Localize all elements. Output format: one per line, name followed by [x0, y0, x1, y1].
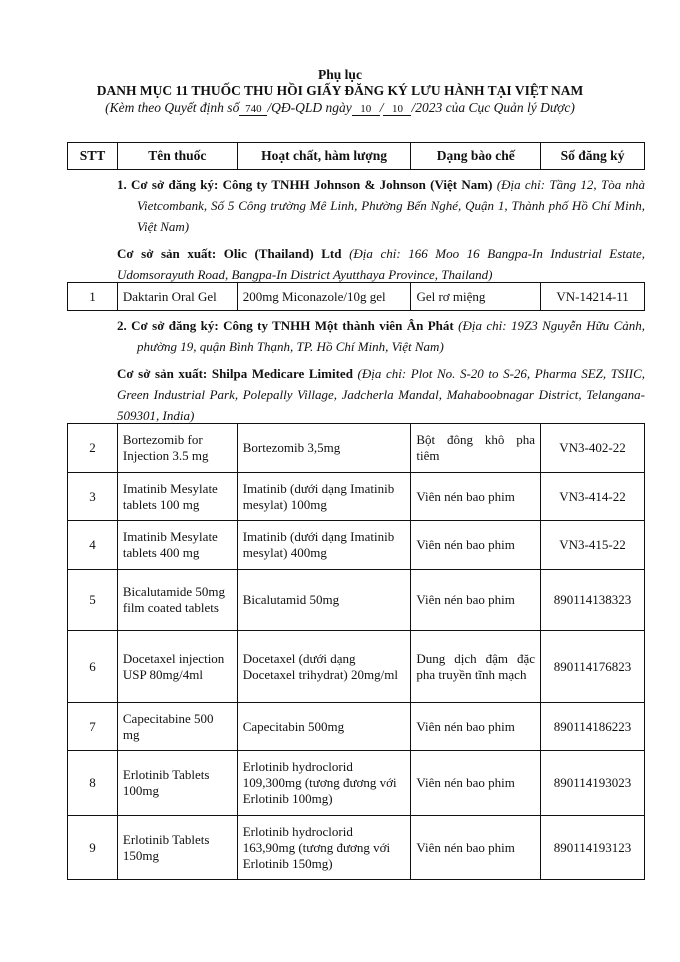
- table-section-2: [67, 423, 645, 880]
- manufacturer-label: Cơ sở sản xuất: Shilpa Medicare Limited: [117, 366, 353, 381]
- cell-stt: 2: [68, 424, 118, 473]
- section-2-registrant: [117, 315, 645, 426]
- cell-form: Viên nén bao phim: [411, 473, 541, 521]
- table-row: [68, 816, 645, 880]
- cell-active: Imatinib (dưới dạng Imatinib mesylat) 400mg: [237, 521, 411, 570]
- cell-name: Docetaxel injection USP 80mg/4ml: [117, 631, 237, 703]
- registrant-address: (Địa chỉ: 19Z3 Nguyễn Hữu Cảnh, phường 19, quận Bình Thạnh, TP. Hồ Chí Minh, Việt Nam): [137, 318, 645, 354]
- manufacturer-address: (Địa chỉ: Plot No. S-20 to S-26, Pharma SEZ, TSIIC, Green Industrial Park, Polepally Village, Jadcherla Mandal, Mahaboobnagar District, Telangana-509301, India): [117, 366, 646, 423]
- cell-form: Bột đông khô pha tiêm: [411, 424, 541, 473]
- section-1-registrant: [117, 174, 645, 285]
- table-row: [68, 751, 645, 816]
- cell-stt: 5: [68, 570, 118, 631]
- cell-form: Dung dịch đậm đặc pha truyền tĩnh mạch: [411, 631, 541, 703]
- cell-stt: 7: [68, 703, 118, 751]
- decision-prefix: (Kèm theo Quyết định số: [105, 100, 240, 115]
- cell-name: Capecitabine 500 mg: [117, 703, 237, 751]
- cell-form: Viên nén bao phim: [411, 816, 541, 880]
- registrant-label: 1. Cơ sở đăng ký: Công ty TNHH Johnson & Johnson (Việt Nam): [117, 177, 493, 192]
- cell-active: Docetaxel (dưới dạng Docetaxel trihydrat) 20mg/ml: [237, 631, 411, 703]
- cell-name: Erlotinib Tablets 150mg: [117, 816, 237, 880]
- manufacturer-address: (Địa chỉ: 166 Moo 16 Bangpa-In Industrial Estate, Udomsorayuth Road, Bangpa-In District Ayutthaya Province, Thailand): [117, 246, 646, 282]
- cell-active: Erlotinib hydroclorid 109,300mg (tương đương với Erlotinib 100mg): [237, 751, 411, 816]
- cell-reg: VN3-402-22: [541, 424, 645, 473]
- cell-name: Imatinib Mesylate tablets 100 mg: [117, 473, 237, 521]
- decision-mid1: /QĐ-QLD ngày: [267, 100, 352, 115]
- col-stt: STT: [68, 143, 118, 170]
- cell-stt: 9: [68, 816, 118, 880]
- cell-stt: 4: [68, 521, 118, 570]
- registrant-label: 2. Cơ sở đăng ký: Công ty TNHH Một thành viên Ân Phát: [117, 318, 454, 333]
- cell-form: Gel rơ miệng: [411, 283, 541, 311]
- decision-day: 10: [352, 103, 380, 116]
- col-form: Dạng bào chế: [411, 143, 541, 170]
- cell-active: Bortezomib 3,5mg: [237, 424, 411, 473]
- decision-month: 10: [383, 103, 411, 116]
- decision-reference: [0, 100, 680, 116]
- decision-suffix: /2023 của Cục Quản lý Dược): [411, 100, 575, 115]
- cell-form: Viên nén bao phim: [411, 751, 541, 816]
- col-active: Hoạt chất, hàm lượng: [237, 143, 411, 170]
- cell-reg: 890114138323: [541, 570, 645, 631]
- table-row: [68, 424, 645, 473]
- cell-active: 200mg Miconazole/10g gel: [237, 283, 411, 311]
- cell-stt: 6: [68, 631, 118, 703]
- cell-active: Bicalutamid 50mg: [237, 570, 411, 631]
- cell-reg: 890114176823: [541, 631, 645, 703]
- cell-name: Bicalutamide 50mg film coated tablets: [117, 570, 237, 631]
- cell-stt: 3: [68, 473, 118, 521]
- table-row: [68, 473, 645, 521]
- cell-name: Bortezomib for Injection 3.5 mg: [117, 424, 237, 473]
- registrant-address: (Địa chỉ: Tầng 12, Tòa nhà Vietcombank, Số 5 Công trường Mê Linh, Phường Bến Nghé, Quận 1, Thành phố Hồ Chí Minh, Việt Nam): [137, 177, 646, 234]
- table-row: [68, 570, 645, 631]
- cell-active: Imatinib (dưới dạng Imatinib mesylat) 100mg: [237, 473, 411, 521]
- cell-name: Daktarin Oral Gel: [117, 283, 237, 311]
- cell-name: Erlotinib Tablets 100mg: [117, 751, 237, 816]
- decision-number: 740: [239, 103, 267, 116]
- cell-reg: VN3-414-22: [541, 473, 645, 521]
- cell-form: Viên nén bao phim: [411, 521, 541, 570]
- cell-reg: 890114193123: [541, 816, 645, 880]
- cell-reg: VN3-415-22: [541, 521, 645, 570]
- manufacturer-label: Cơ sở sản xuất: Olic (Thailand) Ltd: [117, 246, 342, 261]
- cell-form: Viên nén bao phim: [411, 703, 541, 751]
- table-header: [67, 142, 645, 170]
- table-row: [68, 521, 645, 570]
- table-row: [68, 703, 645, 751]
- table-section-1: [67, 282, 645, 311]
- table-row: [68, 631, 645, 703]
- cell-name: Imatinib Mesylate tablets 400 mg: [117, 521, 237, 570]
- cell-active: Capecitabin 500mg: [237, 703, 411, 751]
- cell-reg: 890114186223: [541, 703, 645, 751]
- cell-stt: 1: [68, 283, 118, 311]
- cell-reg: 890114193023: [541, 751, 645, 816]
- appendix-title: Phụ lục: [318, 67, 362, 82]
- list-title: DANH MỤC 11 THUỐC THU HỒI GIẤY ĐĂNG KÝ LƯU HÀNH TẠI VIỆT NAM: [96, 83, 584, 98]
- col-reg: Số đăng ký: [541, 143, 645, 170]
- cell-active: Erlotinib hydroclorid 163,90mg (tương đương với Erlotinib 150mg): [237, 816, 411, 880]
- cell-reg: VN-14214-11: [541, 283, 645, 311]
- cell-form: Viên nén bao phim: [411, 570, 541, 631]
- decision-mid2: /: [379, 100, 384, 115]
- col-name: Tên thuốc: [117, 143, 237, 170]
- table-row: [68, 283, 645, 311]
- cell-stt: 8: [68, 751, 118, 816]
